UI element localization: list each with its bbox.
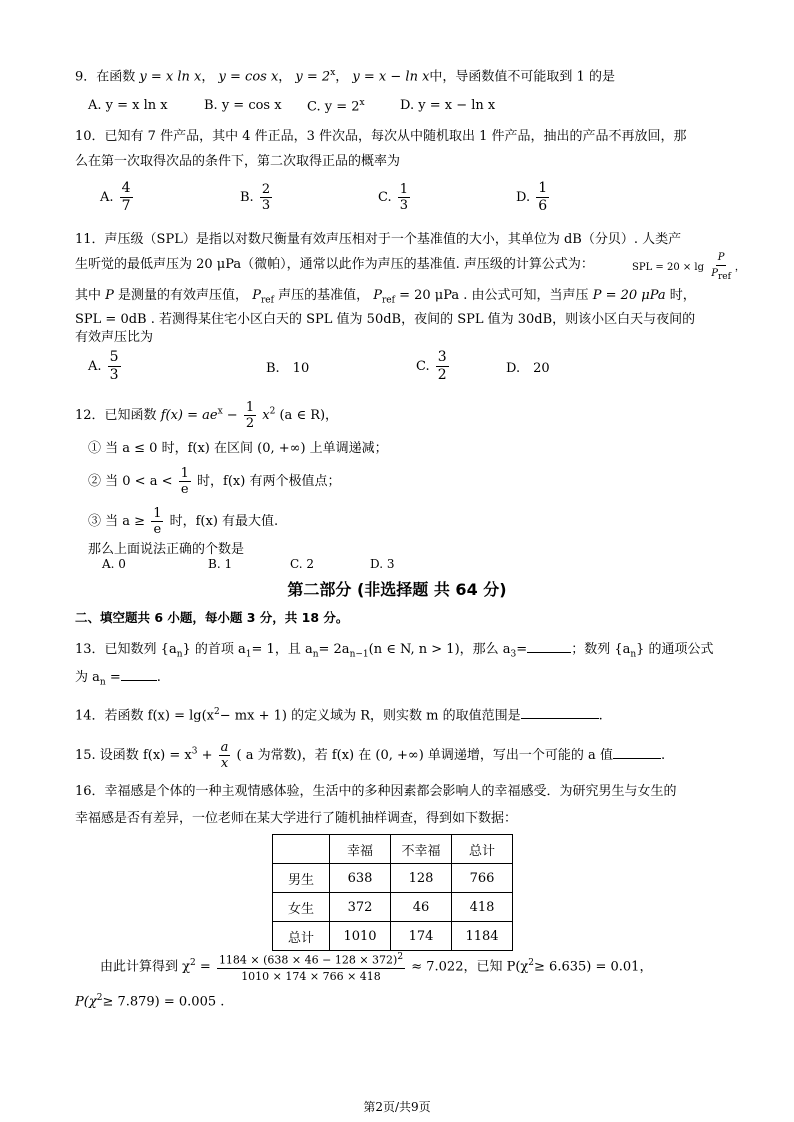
part2-header: 二、填空题共 6 小题，每小题 3 分，共 18 分。 [75, 610, 349, 625]
q11-option-c: C. $\frac{3}{2}$ [416, 349, 447, 383]
q16-line2: 幸福感是否有差异，一位老师在某大学进行了随机抽样调查，得到如下数据： [75, 811, 518, 826]
q11-line4: SPL = 0dB . 若测得某住宅小区白天的 SPL 值为 50dB，夜间的 SPL 值为 30dB，则该小区白天与夜间的 [75, 312, 696, 327]
table-cell: 638 [330, 864, 391, 893]
q13-line2: 为 $a_n$ = . [75, 670, 161, 688]
table-header-cell [273, 835, 330, 864]
table-cell: 1184 [452, 922, 513, 951]
q12-stem: 12．已知函数 $f(x) = ae^x$ − $\frac{1}{2}$ $x^2$ (a ∈ R)， [75, 400, 339, 431]
q10-option-b: B. $\frac{2}{3}$ [240, 182, 271, 213]
q14-line: 14．若函数 $f(x) = \lg(x^2-$ mx + 1) 的定义域为 R，则实数 m 的取值范围是 . [75, 707, 603, 724]
q12-option-b: B. 1 [208, 557, 233, 571]
q12-statement-3: ③ 当 a ≥ $\frac{1}{e}$ 时，f(x) 有最大值. [88, 506, 279, 537]
q15-line: 15. 设函数 $f(x) = x^3$ + $\frac{a}{x}$ ( a 为常数)，若 f(x) 在 (0, +∞) 单调递增，写出一个可能的 a 值 . [75, 740, 666, 771]
q9-option-a: A. y = x ln x [88, 98, 168, 113]
section-title: 第二部分 (非选择题 共 64 分) [287, 580, 507, 599]
q12-option-d: D. 3 [370, 557, 395, 571]
table-header-row [273, 835, 513, 864]
q10-line2: 么在第一次取得次品的条件下，第二次取得正品的概率为 [75, 154, 401, 169]
table-cell: 总计 [273, 922, 330, 951]
table-cell: 男生 [273, 864, 330, 893]
table-cell: 418 [452, 893, 513, 922]
page-footer: 第2页/共9页 [363, 1100, 431, 1114]
chi-square-line: 由此计算得到 $\chi^2$ = $\frac{1184 \times (638 \times 46 - 128 \times 372)^2}{1010 \times 174 \times 766 \times 418}$ ≈ 7.022，已知 $P(\chi^2\ge 6.635) = 0.01$， [100, 952, 653, 983]
q11-line1: 11．声压级（SPL）是指以对数尺衡量有效声压相对于一个基准值的大小，其单位为 dB（分贝）. 人类产 [75, 232, 682, 247]
q14-blank[interactable] [521, 706, 599, 719]
q10-line1: 10．已知有 7 件产品，其中 4 件正品，3 件次品，每次从中随机取出 1 件产品，抽出的产品不再放回，那 [75, 129, 687, 144]
table-cell: 46 [391, 893, 452, 922]
q9-option-d: D. y = x − ln x [400, 98, 496, 113]
q16-line1: 16．幸福感是个体的一种主观情感体验，生活中的多种因素都会影响人的幸福感受．为研究男生与女生的 [75, 784, 677, 799]
q9-stem: 9．在函数 y = x ln x， y = cos x， $y = 2^x$， y = x − ln x中，导函数值不可能取到 1 的是 [75, 68, 615, 85]
table-header-cell: 总计 [452, 835, 513, 864]
table-header-cell: 幸福 [330, 835, 391, 864]
table-cell: 女生 [273, 893, 330, 922]
q9-option-b: B. y = cos x [204, 98, 282, 113]
table-cell: 174 [391, 922, 452, 951]
q11-option-d: D. 20 [506, 361, 550, 376]
q11-option-b: B. 10 [266, 361, 310, 376]
q9-option-c: C. $y = 2^x$ [307, 98, 365, 115]
q12-statement-2: ② 当 0 < a < $\frac{1}{e}$ 时，f(x) 有两个极值点； [88, 466, 341, 497]
table-row [273, 922, 513, 951]
table-cell: 1010 [330, 922, 391, 951]
q13-blank-2[interactable] [121, 668, 157, 681]
table-cell: 766 [452, 864, 513, 893]
q12-option-c: C. 2 [290, 557, 315, 571]
table-cell: 128 [391, 864, 452, 893]
q13-line1: 13．已知数列 $\{a_n\}$ 的首项 $a_1= 1$，且 $a_n= 2a_{n-1}(n$ ∈ N, n > 1)，那么 $a_3=$ ；数列 $\{a_n\}$ 的通项公式 [75, 642, 714, 660]
table-header-cell: 不幸福 [391, 835, 452, 864]
q11-line2: 生听觉的最低声压为 20 μPa（微帕），通常以此作为声压的基准值. 声压级的计算公式为： [75, 257, 594, 272]
q12-question: 那么上面说法正确的个数是 [88, 542, 245, 557]
q10-option-a: A. $\frac{4}{7}$ [100, 180, 131, 214]
q11-line3: 其中 P 是测量的有效声压值， $P_{ref}$ 声压的基准值， $P_{ref} = 20$ μPa . 由公式可知，当声压 P = 20 μPa 时， [75, 288, 696, 306]
chi-square-line2: $P(\chi^2\ge 7.879) = 0.005$ . [75, 993, 225, 1010]
q11-option-a: A. $\frac{5}{3}$ [88, 349, 119, 383]
table-cell: 372 [330, 893, 391, 922]
q10-option-d: D. $\frac{1}{6}$ [516, 180, 548, 214]
q12-statement-1: ① 当 a ≤ 0 时，f(x) 在区间 (0, +∞) 上单调递减； [88, 441, 388, 456]
q13-blank-1[interactable] [527, 640, 571, 653]
happiness-table [272, 834, 513, 951]
table-row [273, 864, 513, 893]
q11-formula: SPL = 20 × lg $\frac{P}{P_{ref}}$ ， [632, 252, 745, 282]
table-row [273, 893, 513, 922]
q15-blank[interactable] [613, 746, 661, 759]
q11-line5: 有效声压比为 [75, 330, 154, 345]
q10-option-c: C. $\frac{1}{3}$ [378, 182, 409, 213]
q12-option-a: A. 0 [102, 557, 126, 571]
